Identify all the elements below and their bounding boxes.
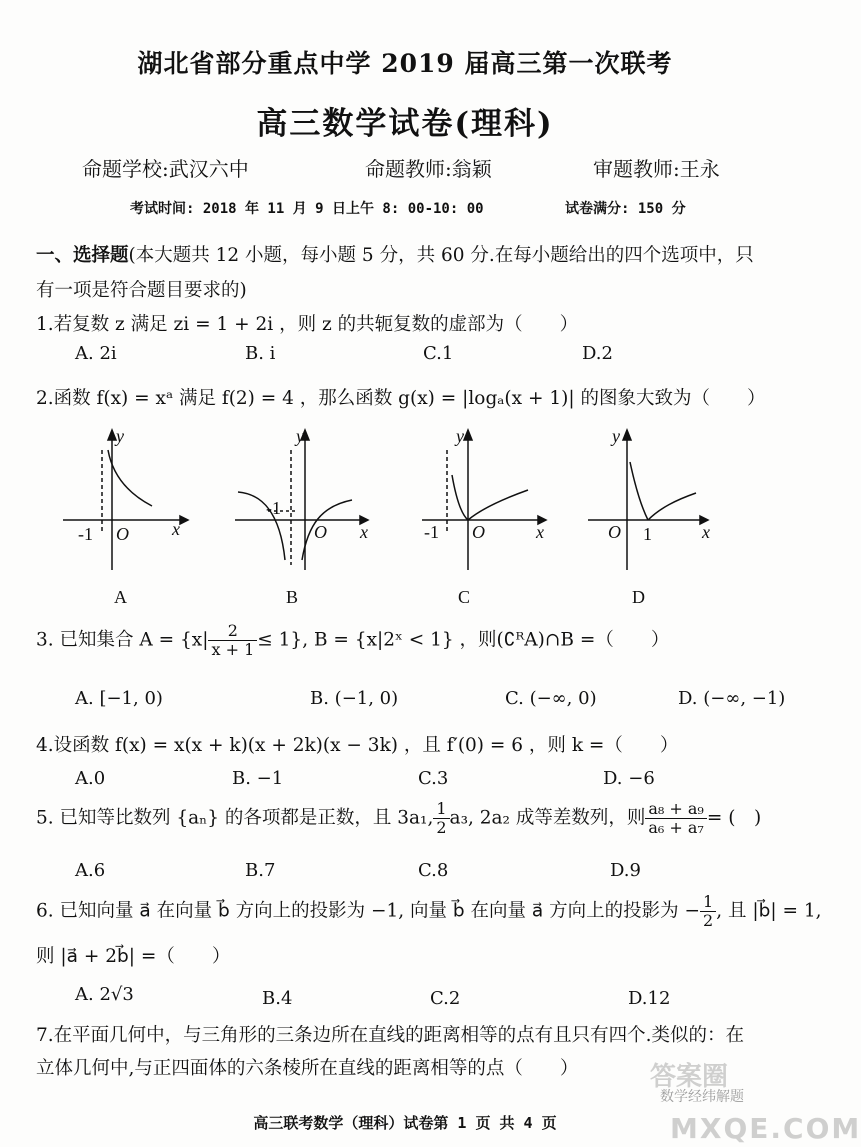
q1-option-a: A. 2i [75, 343, 117, 364]
graph-c-label: C [458, 587, 471, 607]
q7-line1: 7.在平面几何中，与三角形的三条边所在直线的距离相等的点有且只有四个.类似的：在 [36, 1025, 745, 1046]
watermark-caption: 数学经纬解题 [660, 1089, 744, 1105]
exam-title: 湖北省部分重点中学 2019 届高三第一次联考 [137, 49, 673, 78]
q5-option-d: D.9 [610, 860, 641, 881]
q6-frac-num: 1 [700, 893, 716, 912]
q5-stem-c: = ( ) [706, 807, 762, 829]
q5-half-den: 2 [436, 818, 447, 837]
q6-stem-a: 6. 已知向量 a⃗ 在向量 b⃗ 方向上的投影为 −1, 向量 b⃗ 在向量 a⃗ 方向上的投影为 − [36, 900, 701, 922]
graph-d [588, 430, 708, 570]
q6-frac-den: 2 [703, 911, 714, 930]
graph-b-neg-one: -1 [266, 498, 281, 518]
q3-stem-b: ≤ 1}, B = {x|2ˣ < 1} ，则(∁ᴿA)∩B =（ ） [257, 629, 670, 651]
section-intro-text: (本大题共 12 小题，每小题 5 分，共 60 分.在每小题给出的四个选项中，只 [128, 245, 754, 266]
reviewer-info: 审题教师:王永 [593, 157, 720, 181]
exam-subtitle: 高三数学试卷(理科) [256, 106, 554, 142]
q3-frac-num: 2 [208, 622, 257, 641]
q3-option-a: A. [−1, 0) [75, 688, 163, 709]
q5-ratio-num: a₈ + a₉ [645, 800, 706, 819]
teacher-info: 命题教师:翁颖 [365, 157, 492, 181]
watermark-bottom: MXQE.COM [670, 1112, 861, 1145]
q5-option-a: A.6 [75, 860, 106, 881]
q3-option-c: C. (−∞, 0) [505, 688, 597, 709]
q5-stem-b: a₃, 2a₂ 成等差数列，则 [449, 807, 646, 829]
q1-stem: 1.若复数 z 满足 zi = 1 + 2i ，则 z 的共轭复数的虚部为（ ） [36, 314, 579, 335]
q5-option-b: B.7 [245, 860, 276, 881]
section-heading: 一、选择题 [36, 245, 129, 266]
graph-a [63, 430, 188, 570]
graph-a-x-label: x [172, 519, 180, 539]
section-intro [36, 241, 754, 267]
section-intro-cont: 有一项是符合题目要求的) [36, 280, 247, 301]
graph-c [422, 430, 546, 570]
page-footer: 高三联考数学（理科）试卷第 1 页 共 4 页 [253, 1114, 557, 1132]
q6-option-d: D.12 [628, 988, 671, 1009]
q6-option-a: A. 2√3 [75, 984, 134, 1005]
q4-option-d: D. −6 [603, 768, 655, 789]
q1-option-c: C.1 [423, 343, 454, 364]
graph-d-x-label: x [702, 522, 710, 542]
graph-d-origin: O [608, 522, 621, 542]
graph-b-origin: O [314, 522, 327, 542]
graph-c-neg-one: -1 [424, 522, 439, 542]
q3-stem [36, 622, 669, 659]
graph-c-origin: O [472, 522, 485, 542]
school-info: 命题学校:武汉六中 [82, 157, 249, 181]
graph-c-x-label: x [536, 522, 544, 542]
q6-stem-c: 则 |a⃗ + 2b⃗| =（ ） [36, 946, 231, 967]
graph-b [235, 430, 368, 570]
graph-d-y-label: y [612, 426, 620, 446]
exam-score: 试卷满分: 150 分 [565, 201, 686, 217]
q4-option-a: A.0 [75, 768, 106, 789]
exam-time: 考试时间: 2018 年 11 月 9 日上午 8: 00-10: 00 [130, 201, 484, 217]
q1-option-b: B. i [245, 343, 276, 364]
q5-stem-a: 5. 已知等比数列 {aₙ} 的各项都是正数，且 3a₁, [36, 807, 434, 829]
q6-stem-b: , 且 |b⃗| = 1, [716, 900, 822, 922]
q4-option-c: C.3 [418, 768, 449, 789]
q4-option-b: B. −1 [232, 768, 284, 789]
q2-stem: 2.函数 f(x) = xᵃ 满足 f(2) = 4 ，那么函数 g(x) = |logₐ(x + 1)| 的图象大致为（ ） [36, 388, 766, 409]
graph-d-label: D [632, 587, 645, 607]
graph-b-y-label: y [296, 426, 304, 446]
watermark-top: 答案圈 [650, 1062, 729, 1092]
q5-ratio-den: a₆ + a₇ [648, 818, 704, 837]
q6-stem [36, 893, 822, 930]
q5-half-num: 1 [433, 800, 449, 819]
graph-d-one: 1 [643, 524, 652, 544]
q3-fraction [208, 622, 257, 659]
graph-a-label: A [114, 587, 127, 607]
graph-c-y-label: y [456, 426, 464, 446]
q5-half-fraction [433, 800, 449, 837]
q4-stem: 4.设函数 f(x) = x(x + k)(x + 2k)(x − 3k) ，且 f′(0) = 6 ，则 k =（ ） [36, 735, 679, 756]
q3-option-b: B. (−1, 0) [310, 688, 399, 709]
q3-option-d: D. (−∞, −1) [678, 688, 786, 709]
q3-frac-den: x + 1 [211, 640, 255, 659]
q6-option-c: C.2 [430, 988, 461, 1009]
graph-a-y-label: y [116, 426, 124, 446]
graph-a-neg-one: -1 [78, 524, 93, 544]
q5-option-c: C.8 [418, 860, 449, 881]
graph-a-origin: O [116, 524, 129, 544]
graph-b-x-label: x [360, 522, 368, 542]
q6-fraction [700, 893, 716, 930]
q2-graphs [0, 420, 810, 620]
graph-b-label: B [286, 587, 299, 607]
q1-option-d: D.2 [582, 343, 613, 364]
q7-line2: 立体几何中,与正四面体的六条棱所在直线的距离相等的点（ ） [36, 1058, 579, 1079]
q3-stem-a: 3. 已知集合 A = {x| [36, 629, 209, 651]
q5-stem [36, 800, 761, 837]
q6-option-b: B.4 [262, 988, 293, 1009]
q5-ratio-fraction [645, 800, 706, 837]
